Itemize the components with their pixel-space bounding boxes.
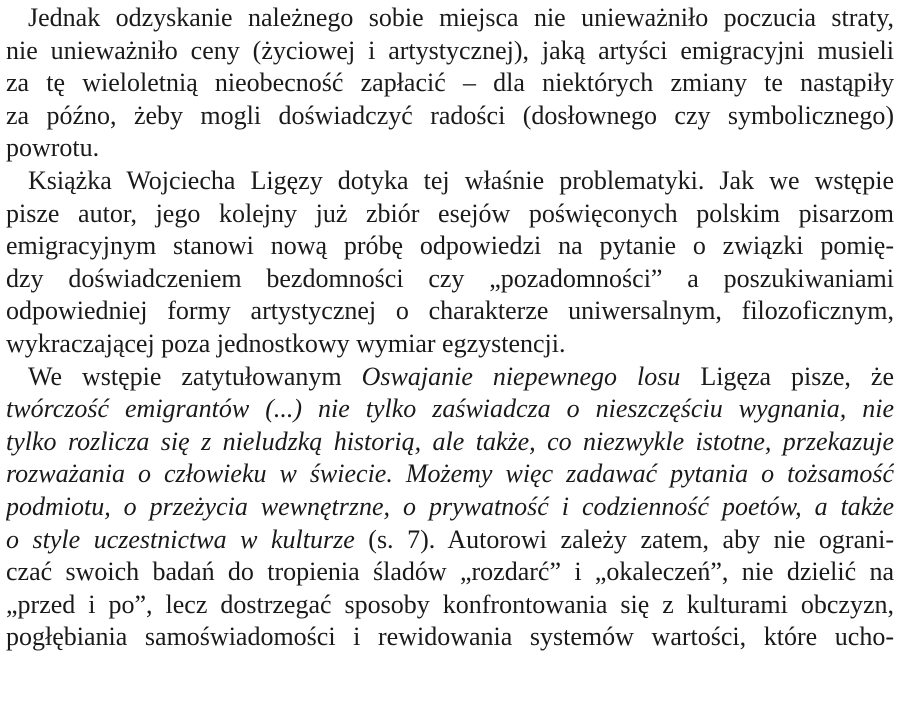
text-segment: pisze autor, jego kolejny już zbiór esejów poświęconych polskim pisarzom: [6, 198, 894, 228]
text-line: [6, 556, 894, 589]
text-segment: powrotu.: [6, 133, 100, 163]
book-page-text: [6, 0, 894, 708]
text-line: [6, 35, 894, 68]
text-segment: nie unieważniło ceny (życiowej i artystycznej), jaką artyści emigracyjni musieli: [6, 35, 894, 65]
text-segment: za tę wieloletnią nieobecność zapłacić – dla niektórych zmiany te nastąpiły: [6, 68, 894, 98]
text-segment: (s. 7). Autorowi zależy zatem, aby nie ograni-: [354, 524, 894, 554]
text-segment: We wstępie zatytułowanym: [28, 361, 362, 391]
text-line: [6, 132, 894, 165]
text-segment: dzy doświadczeniem bezdomności czy „pozadomności” a poszukiwaniami: [6, 263, 894, 293]
text-line: [6, 328, 894, 361]
text-segment: Książka Wojciecha Ligęzy dotyka tej właśnie problematyki. Jak we wstępie: [28, 165, 894, 195]
text-line: [6, 491, 894, 524]
text-line: [6, 263, 894, 296]
text-line: [6, 393, 894, 426]
italic-text-segment: Oswajanie niepewnego losu: [361, 361, 681, 391]
italic-text-segment: o style uczestnictwa w kulturze: [6, 524, 355, 554]
italic-text-segment: podmiotu, o przeżycia wewnętrzne, o prywatność i codzienność poetów, a także: [6, 491, 894, 521]
text-segment: za późno, żeby mogli doświadczyć radości (dosłownego czy symbolicznego): [6, 100, 894, 130]
text-line: [6, 165, 894, 198]
text-line: [6, 426, 894, 459]
text-segment: „przed i po”, lecz dostrzegać sposoby konfrontowania się z kulturami obczyzn,: [6, 589, 894, 619]
text-segment: Ligęza pisze, że: [680, 361, 894, 391]
text-segment: czać swoich badań do tropienia śladów „rozdarć” i „okaleczeń”, nie dzielić na: [6, 557, 894, 587]
text-line: [6, 589, 894, 622]
text-line: [6, 100, 894, 133]
text-line: [6, 621, 894, 654]
text-line: [6, 230, 894, 263]
text-line: [6, 361, 894, 394]
text-segment: emigracyjnym stanowi nową próbę odpowiedzi na pytanie o związki pomię-: [6, 231, 894, 261]
text-line: [6, 458, 894, 491]
text-line: [6, 0, 894, 35]
text-line: [6, 524, 894, 557]
text-line: [6, 198, 894, 231]
text-line: [6, 67, 894, 100]
italic-text-segment: rozważania o człowieku w świecie. Możemy więc zadawać pytania o tożsamość: [6, 459, 894, 489]
italic-text-segment: twórczość emigrantów (...) nie tylko zaświadcza o nieszczęściu wygnania, nie: [6, 394, 894, 424]
italic-text-segment: tylko rozlicza się z nieludzką historią, ale także, co niezwykle istotne, przekazuje: [6, 426, 894, 456]
text-segment: pogłębiania samoświadomości i rewidowania systemów wartości, które ucho-: [6, 622, 894, 652]
text-segment: wykraczającej poza jednostkowy wymiar egzystencji.: [6, 328, 566, 358]
text-segment: Jednak odzyskanie należnego sobie miejsca nie unieważniło poczucia straty,: [28, 3, 894, 32]
text-segment: odpowiedniej formy artystycznej o charakterze uniwersalnym, filozoficznym,: [6, 296, 894, 326]
text-line: [6, 295, 894, 328]
